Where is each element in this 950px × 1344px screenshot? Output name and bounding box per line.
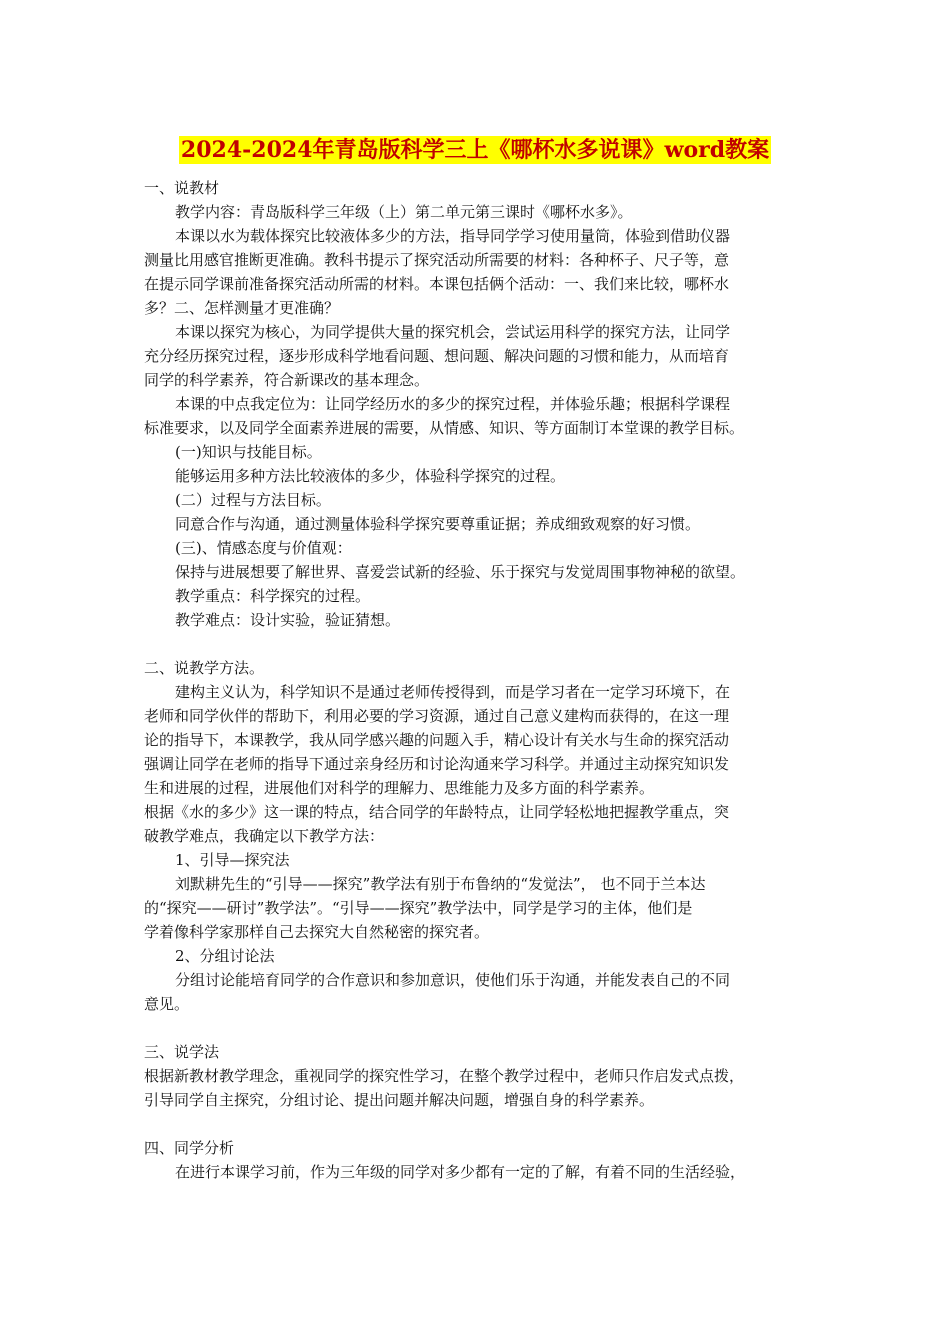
blank-line (144, 632, 816, 656)
text-line: 生和进展的过程，进展他们对科学的理解力、思维能力及多方面的科学素养。 (144, 779, 655, 797)
document-body (144, 176, 816, 1184)
text-line: 同意合作与沟通，通过测量体验科学探究要尊重证据；养成细致观察的好习惯。 (175, 515, 701, 533)
text-line: 1、引导—探究法 (175, 851, 290, 869)
text-line: 四、同学分析 (144, 1139, 235, 1157)
text-line: 老师和同学伙伴的帮助下，利用必要的学习资源，通过自己意义建构而获得的，在这一理 (144, 707, 730, 725)
text-line: 刘默耕先生的“引导——探究”教学法有别于布鲁纳的“发觉法”， 也不同于兰本达 (175, 875, 706, 893)
text-line: 本课以水为载体探究比较液体多少的方法，指导同学学习使用量筒，体验到借助仪器 (175, 227, 731, 245)
text-line: 根据新教材教学理念，重视同学的探究性学习，在整个教学过程中，老师只作启发式点拨， (144, 1067, 745, 1085)
text-line: 学着像科学家那样自己去探究大自然秘密的探究者。 (144, 923, 490, 941)
text-line: (一)知识与技能目标。 (175, 443, 322, 461)
text-line: 能够运用多种方法比较液体的多少，体验科学探究的过程。 (175, 467, 566, 485)
title-container (0, 136, 950, 164)
text-line: 建构主义认为，科学知识不是通过老师传授得到，而是学习者在一定学习环境下，在 (175, 683, 731, 701)
text-line: (二）过程与方法目标。 (175, 491, 331, 509)
text-line: 的“探究——研讨”教学法”。“引导——探究”教学法中，同学是学习的主体，他们是 (144, 899, 693, 917)
text-line: 破教学难点，我确定以下教学方法： (144, 827, 385, 845)
text-line: 根据《水的多少》这一课的特点，结合同学的年龄特点，让同学轻松地把握教学重点，突 (144, 803, 730, 821)
text-line: (三)、情感态度与价值观： (175, 539, 352, 557)
text-line: 引导同学自主探究，分组讨论、提出问题并解决问题，增强自身的科学素养。 (144, 1091, 655, 1109)
text-line: 二、说教学方法。 (144, 659, 265, 677)
text-line: 强调让同学在老师的指导下通过亲身经历和讨论沟通来学习科学。并通过主动探究知识发 (144, 755, 730, 773)
text-line: 教学难点：设计实验，验证猜想。 (175, 611, 401, 629)
text-line: 教学内容：青岛版科学三年级（上）第二单元第三课时《哪杯水多》。 (175, 203, 633, 221)
text-line: 同学的科学素养，符合新课改的基本理念。 (144, 371, 430, 389)
text-line: 本课的中点我定位为：让同学经历水的多少的探究过程，并体验乐趣；根据科学课程 (175, 395, 731, 413)
text-line: 意见。 (144, 995, 190, 1013)
document-title: 2024-2024年青岛版科学三上《哪杯水多说课》word教案 (180, 137, 770, 163)
blank-line (144, 1112, 816, 1136)
text-line: 一、说教材 (144, 179, 220, 197)
text-line: 标准要求，以及同学全面素养进展的需要，从情感、知识、等方面制订本堂课的教学目标。 (144, 419, 745, 437)
text-line: 充分经历探究过程，逐步形成科学地看问题、想问题、解决问题的习惯和能力，从而培育 (144, 347, 730, 365)
text-line: 教学重点：科学探究的过程。 (175, 587, 371, 605)
text-line: 在提示同学课前准备探究活动所需的材料。本课包括俩个活动：一、我们来比较，哪杯水 (144, 275, 730, 293)
text-line: 测量比用感官推断更准确。教科书提示了探究活动所需要的材料：各种杯子、尺子等，意 (144, 251, 730, 269)
text-line: 本课以探究为核心，为同学提供大量的探究机会，尝试运用科学的探究方法，让同学 (175, 323, 731, 341)
text-line: 论的指导下，本课教学，我从同学感兴趣的问题入手，精心设计有关水与生命的探究活动 (144, 731, 730, 749)
text-line: 在进行本课学习前，作为三年级的同学对多少都有一定的了解，有着不同的生活经验， (175, 1163, 746, 1181)
text-line: 多？二、怎样测量才更准确？ (144, 299, 340, 317)
text-line: 分组讨论能培育同学的合作意识和参加意识，使他们乐于沟通，并能发表自己的不同 (175, 971, 731, 989)
text-line: 三、说学法 (144, 1043, 220, 1061)
blank-line (144, 1016, 816, 1040)
text-line: 保持与进展想要了解世界、喜爱尝试新的经验、乐于探究与发觉周围事物神秘的欲望。 (175, 563, 746, 581)
text-line: 2、分组讨论法 (175, 947, 275, 965)
